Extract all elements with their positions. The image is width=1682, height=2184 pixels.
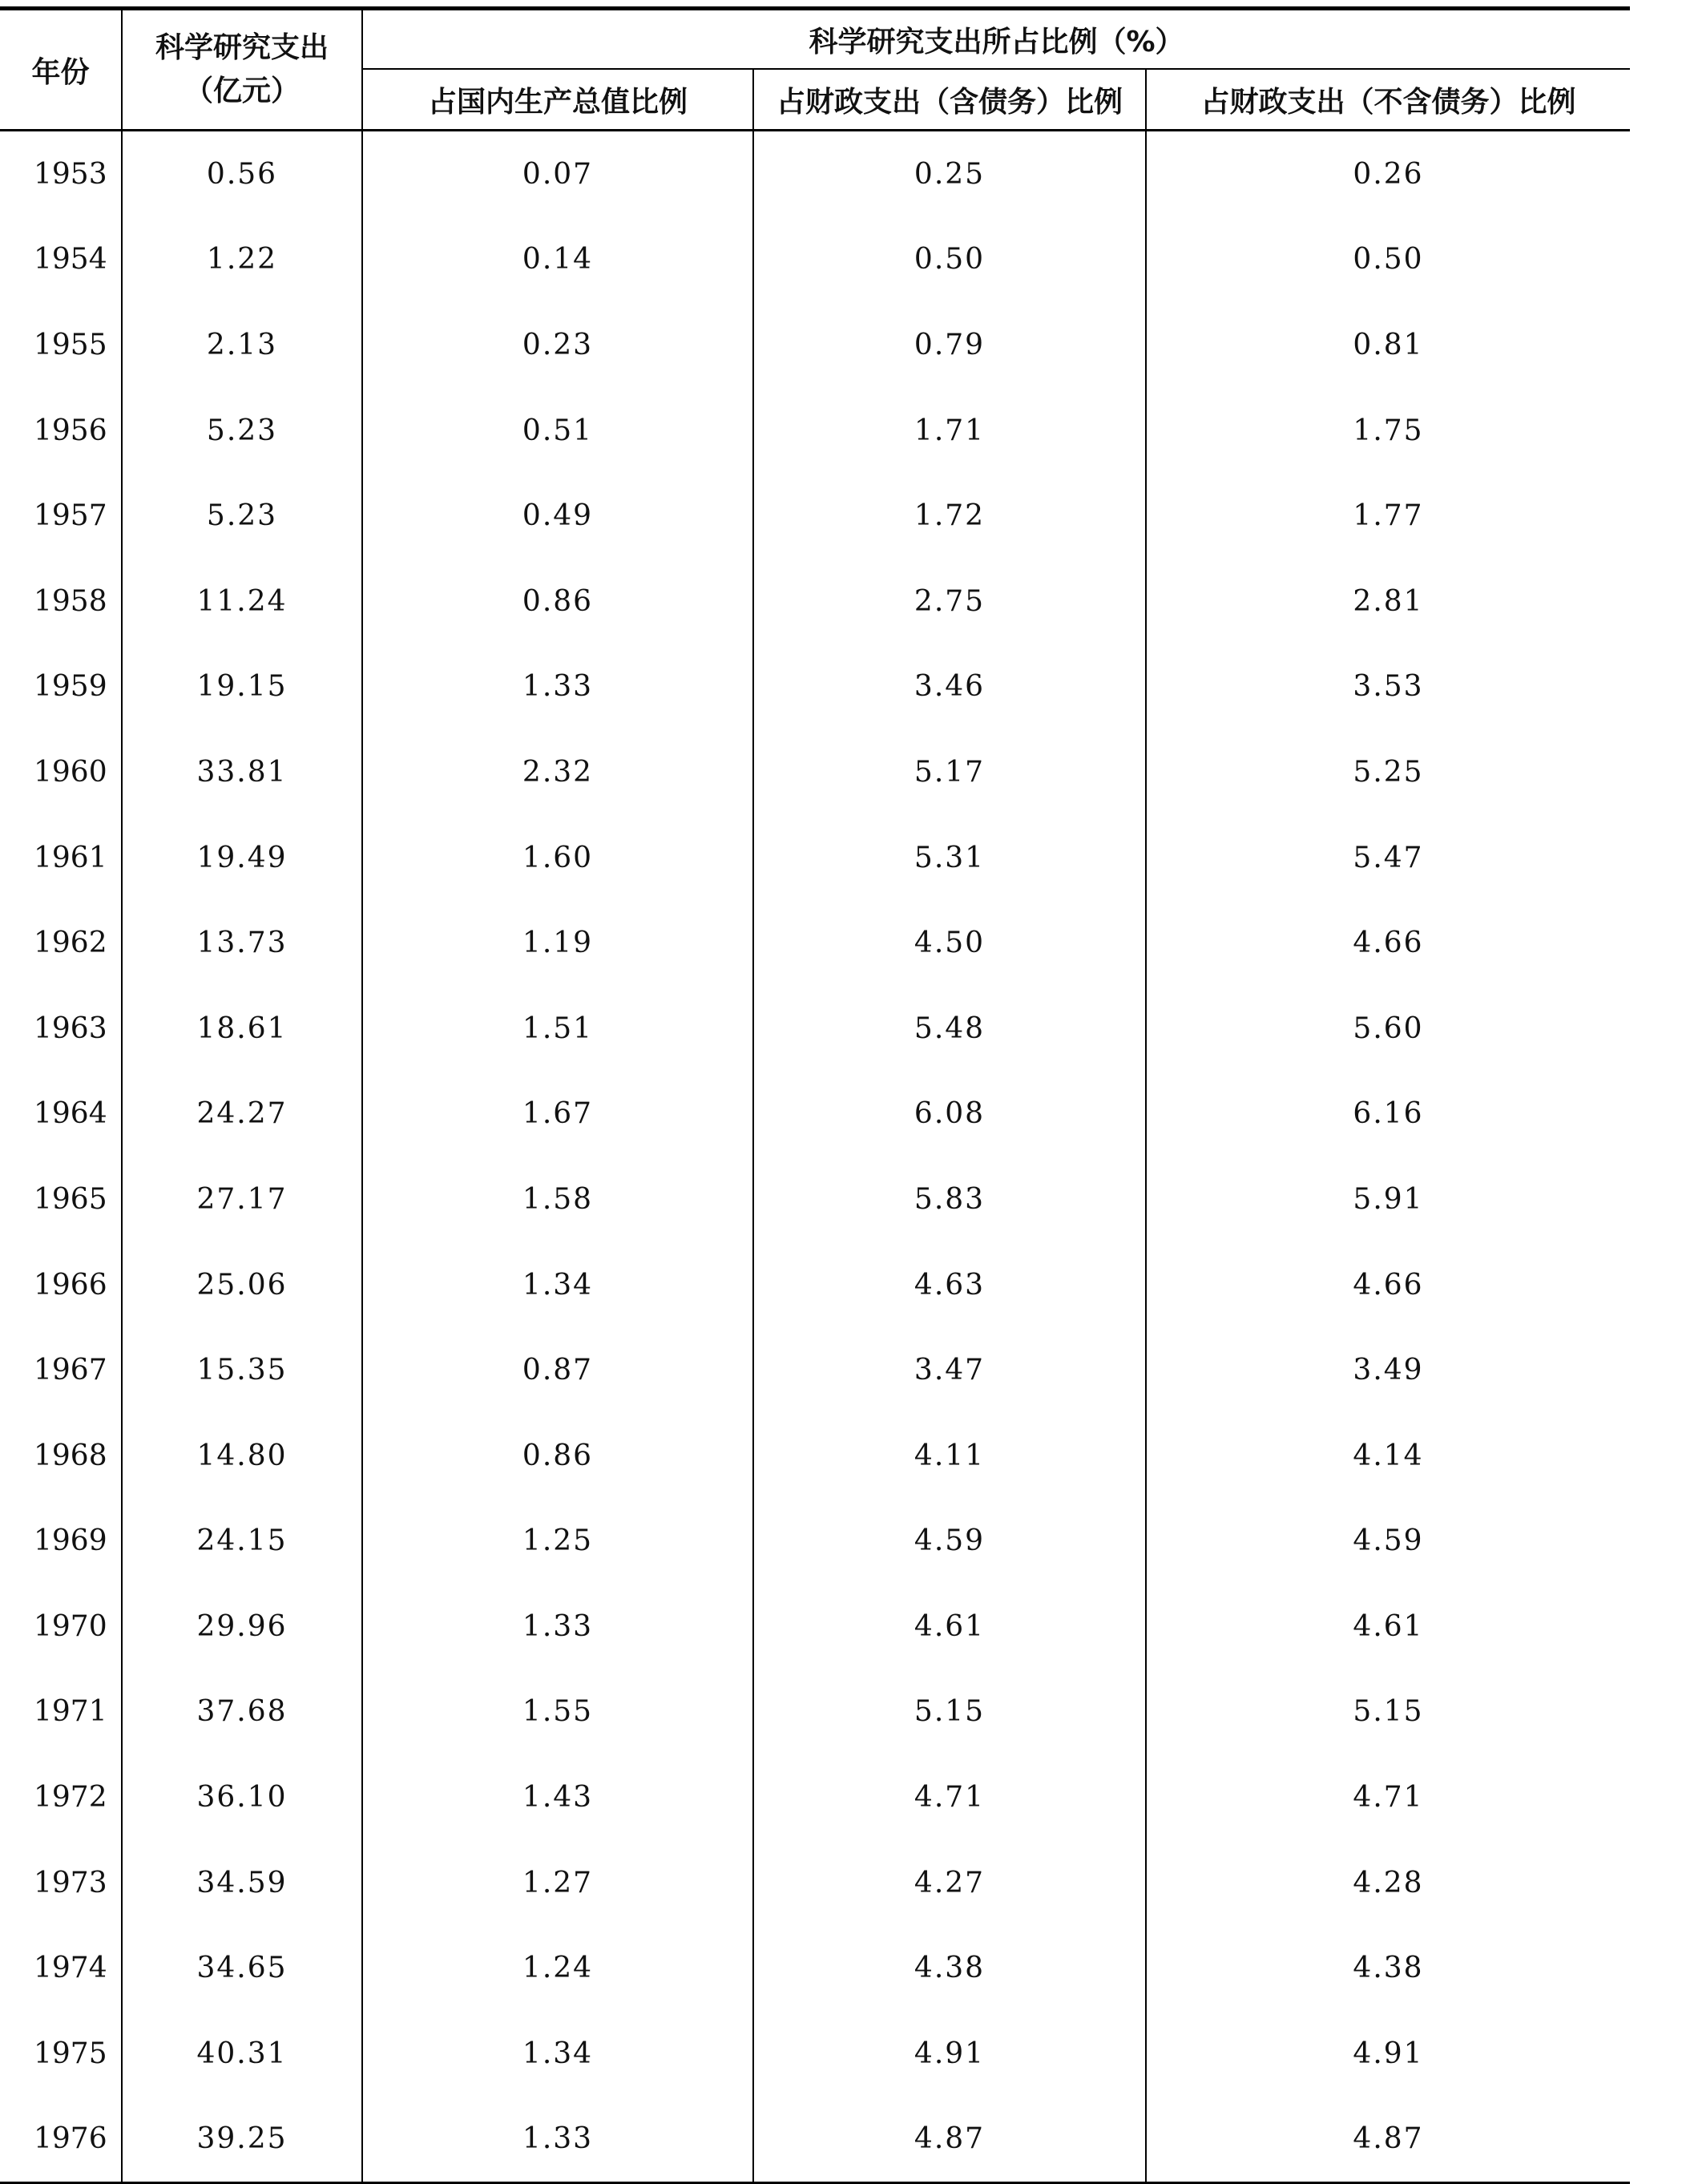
- cell-fiscal-excl-debt: 5.91: [1146, 1157, 1630, 1242]
- cell-gdp-ratio: 0.23: [362, 302, 753, 388]
- cell-year: 1974: [34, 1952, 107, 1985]
- cell-gdp-ratio: 0.51: [362, 388, 753, 474]
- cell-fiscal-excl-debt: 1.77: [1146, 473, 1630, 559]
- cell-gdp-ratio: 1.51: [362, 986, 753, 1072]
- cell-year: 1965: [34, 1182, 107, 1216]
- cell-year: 1957: [34, 499, 107, 533]
- table-row: [0, 559, 1630, 644]
- science-expenditure-table: [0, 6, 1630, 2184]
- cell-fiscal-excl-debt: 5.25: [1146, 729, 1630, 815]
- cell-gdp-ratio: 0.86: [362, 1413, 753, 1499]
- cell-expenditure: 34.65: [122, 1925, 362, 2011]
- table-row: [0, 986, 1630, 1072]
- cell-fiscal-incl-debt: 0.50: [753, 217, 1146, 303]
- cell-fiscal-excl-debt: 6.16: [1146, 1072, 1630, 1157]
- table-row: [0, 1499, 1630, 1585]
- cell-expenditure: 11.24: [122, 559, 362, 644]
- table-row: [0, 1840, 1630, 1926]
- header-gdp-ratio: 占国内生产总值比例: [362, 69, 753, 131]
- cell-fiscal-incl-debt: 4.87: [753, 2097, 1146, 2183]
- table-row: [0, 388, 1630, 474]
- cell-fiscal-excl-debt: 4.38: [1146, 1925, 1630, 2011]
- table-body: [0, 131, 1630, 2183]
- header-expenditure-unit: （亿元）: [184, 75, 300, 107]
- cell-expenditure: 34.59: [122, 1840, 362, 1926]
- cell-gdp-ratio: 1.34: [362, 2011, 753, 2097]
- table-row: [0, 302, 1630, 388]
- cell-fiscal-incl-debt: 4.59: [753, 1499, 1146, 1585]
- cell-expenditure: 24.27: [122, 1072, 362, 1157]
- cell-fiscal-excl-debt: 4.66: [1146, 1242, 1630, 1328]
- cell-gdp-ratio: 0.87: [362, 1327, 753, 1413]
- cell-gdp-ratio: 1.43: [362, 1754, 753, 1840]
- table-row: [0, 815, 1630, 901]
- cell-fiscal-incl-debt: 1.71: [753, 388, 1146, 474]
- cell-fiscal-incl-debt: 6.08: [753, 1072, 1146, 1157]
- cell-expenditure: 14.80: [122, 1413, 362, 1499]
- cell-expenditure: 33.81: [122, 729, 362, 815]
- cell-expenditure: 36.10: [122, 1754, 362, 1840]
- cell-expenditure: 37.68: [122, 1669, 362, 1755]
- cell-year: 1955: [34, 328, 107, 361]
- table-row: [0, 473, 1630, 559]
- cell-expenditure: 0.56: [122, 131, 362, 217]
- cell-gdp-ratio: 1.55: [362, 1669, 753, 1755]
- cell-fiscal-excl-debt: 0.26: [1146, 131, 1630, 217]
- cell-fiscal-incl-debt: 4.61: [753, 1584, 1146, 1669]
- cell-fiscal-incl-debt: 0.79: [753, 302, 1146, 388]
- cell-gdp-ratio: 1.33: [362, 2097, 753, 2183]
- header-year: 年份: [31, 55, 90, 89]
- cell-year: 1959: [34, 670, 107, 704]
- cell-gdp-ratio: 1.33: [362, 644, 753, 730]
- cell-fiscal-incl-debt: 5.17: [753, 729, 1146, 815]
- cell-fiscal-excl-debt: 0.81: [1146, 302, 1630, 388]
- header-fiscal-incl-debt: 占财政支出（含债务）比例: [753, 69, 1146, 131]
- cell-expenditure: 29.96: [122, 1584, 362, 1669]
- cell-year: 1961: [34, 841, 107, 874]
- header-expenditure-line1: 科学研究支出: [155, 31, 329, 64]
- cell-fiscal-excl-debt: 4.91: [1146, 2011, 1630, 2097]
- cell-fiscal-excl-debt: 0.50: [1146, 217, 1630, 303]
- cell-expenditure: 24.15: [122, 1499, 362, 1585]
- cell-expenditure: 39.25: [122, 2097, 362, 2183]
- cell-fiscal-excl-debt: 3.53: [1146, 644, 1630, 730]
- cell-year: 1954: [34, 243, 107, 277]
- cell-fiscal-excl-debt: 4.28: [1146, 1840, 1630, 1926]
- cell-fiscal-excl-debt: 4.59: [1146, 1499, 1630, 1585]
- cell-year: 1964: [34, 1097, 107, 1131]
- header-ratio-group: 科学研究支出所占比例（%）: [362, 9, 1630, 70]
- cell-fiscal-excl-debt: 5.47: [1146, 815, 1630, 901]
- cell-year: 1972: [34, 1781, 107, 1815]
- cell-expenditure: 19.15: [122, 644, 362, 730]
- table-row: [0, 1925, 1630, 2011]
- cell-expenditure: 40.31: [122, 2011, 362, 2097]
- cell-fiscal-incl-debt: 4.27: [753, 1840, 1146, 1926]
- cell-gdp-ratio: 1.34: [362, 1242, 753, 1328]
- table-row: [0, 1754, 1630, 1840]
- cell-fiscal-incl-debt: 4.38: [753, 1925, 1146, 2011]
- cell-fiscal-excl-debt: 5.60: [1146, 986, 1630, 1072]
- cell-fiscal-incl-debt: 5.48: [753, 986, 1146, 1072]
- cell-year: 1976: [34, 2122, 107, 2156]
- cell-fiscal-incl-debt: 3.46: [753, 644, 1146, 730]
- cell-fiscal-incl-debt: 4.63: [753, 1242, 1146, 1328]
- cell-year: 1962: [34, 926, 107, 960]
- cell-fiscal-incl-debt: 4.71: [753, 1754, 1146, 1840]
- cell-expenditure: 15.35: [122, 1327, 362, 1413]
- cell-gdp-ratio: 2.32: [362, 729, 753, 815]
- cell-year: 1969: [34, 1524, 107, 1558]
- cell-expenditure: 25.06: [122, 1242, 362, 1328]
- cell-fiscal-excl-debt: 3.49: [1146, 1327, 1630, 1413]
- cell-year: 1970: [34, 1609, 107, 1643]
- cell-year: 1975: [34, 2037, 107, 2070]
- table-row: [0, 1584, 1630, 1669]
- cell-fiscal-excl-debt: 4.66: [1146, 900, 1630, 986]
- cell-fiscal-incl-debt: 5.31: [753, 815, 1146, 901]
- cell-expenditure: 13.73: [122, 900, 362, 986]
- cell-year: 1966: [34, 1268, 107, 1302]
- table-header: [0, 9, 1630, 131]
- cell-gdp-ratio: 0.14: [362, 217, 753, 303]
- cell-year: 1973: [34, 1866, 107, 1899]
- cell-gdp-ratio: 1.33: [362, 1584, 753, 1669]
- table-row: [0, 729, 1630, 815]
- cell-fiscal-incl-debt: 4.11: [753, 1413, 1146, 1499]
- cell-expenditure: 5.23: [122, 473, 362, 559]
- cell-year: 1956: [34, 414, 107, 447]
- cell-fiscal-incl-debt: 4.50: [753, 900, 1146, 986]
- header-fiscal-excl-debt: 占财政支出（不含债务）比例: [1146, 69, 1630, 131]
- cell-fiscal-excl-debt: 5.15: [1146, 1669, 1630, 1755]
- table-row: [0, 1072, 1630, 1157]
- table-row: [0, 217, 1630, 303]
- table-row: [0, 900, 1630, 986]
- table-row: [0, 1669, 1630, 1755]
- cell-fiscal-excl-debt: 1.75: [1146, 388, 1630, 474]
- cell-fiscal-excl-debt: 4.14: [1146, 1413, 1630, 1499]
- cell-gdp-ratio: 1.19: [362, 900, 753, 986]
- table-row: [0, 2011, 1630, 2097]
- cell-year: 1968: [34, 1439, 107, 1472]
- cell-fiscal-incl-debt: 4.91: [753, 2011, 1146, 2097]
- table-row: [0, 1327, 1630, 1413]
- cell-gdp-ratio: 0.86: [362, 559, 753, 644]
- cell-fiscal-incl-debt: 2.75: [753, 559, 1146, 644]
- cell-expenditure: 27.17: [122, 1157, 362, 1242]
- table-row: [0, 1157, 1630, 1242]
- cell-fiscal-incl-debt: 1.72: [753, 473, 1146, 559]
- cell-gdp-ratio: 1.60: [362, 815, 753, 901]
- cell-gdp-ratio: 0.49: [362, 473, 753, 559]
- cell-fiscal-excl-debt: 2.81: [1146, 559, 1630, 644]
- cell-year: 1953: [34, 157, 107, 191]
- cell-year: 1971: [34, 1695, 107, 1729]
- cell-gdp-ratio: 1.24: [362, 1925, 753, 2011]
- cell-expenditure: 19.49: [122, 815, 362, 901]
- cell-fiscal-excl-debt: 4.87: [1146, 2097, 1630, 2183]
- cell-year: 1960: [34, 755, 107, 789]
- cell-fiscal-incl-debt: 5.15: [753, 1669, 1146, 1755]
- cell-fiscal-incl-debt: 3.47: [753, 1327, 1146, 1413]
- table-row: [0, 131, 1630, 217]
- cell-year: 1958: [34, 584, 107, 618]
- header-expenditure: [122, 9, 362, 131]
- cell-expenditure: 1.22: [122, 217, 362, 303]
- table-row: [0, 644, 1630, 730]
- cell-expenditure: 2.13: [122, 302, 362, 388]
- table-row: [0, 1413, 1630, 1499]
- cell-year: 1963: [34, 1011, 107, 1045]
- cell-gdp-ratio: 1.58: [362, 1157, 753, 1242]
- table-row: [0, 2097, 1630, 2183]
- cell-fiscal-incl-debt: 0.25: [753, 131, 1146, 217]
- cell-expenditure: 18.61: [122, 986, 362, 1072]
- cell-gdp-ratio: 1.27: [362, 1840, 753, 1926]
- cell-gdp-ratio: 1.67: [362, 1072, 753, 1157]
- table-row: [0, 1242, 1630, 1328]
- cell-gdp-ratio: 0.07: [362, 131, 753, 217]
- cell-expenditure: 5.23: [122, 388, 362, 474]
- cell-fiscal-excl-debt: 4.61: [1146, 1584, 1630, 1669]
- cell-fiscal-incl-debt: 5.83: [753, 1157, 1146, 1242]
- cell-gdp-ratio: 1.25: [362, 1499, 753, 1585]
- cell-year: 1967: [34, 1354, 107, 1387]
- cell-fiscal-excl-debt: 4.71: [1146, 1754, 1630, 1840]
